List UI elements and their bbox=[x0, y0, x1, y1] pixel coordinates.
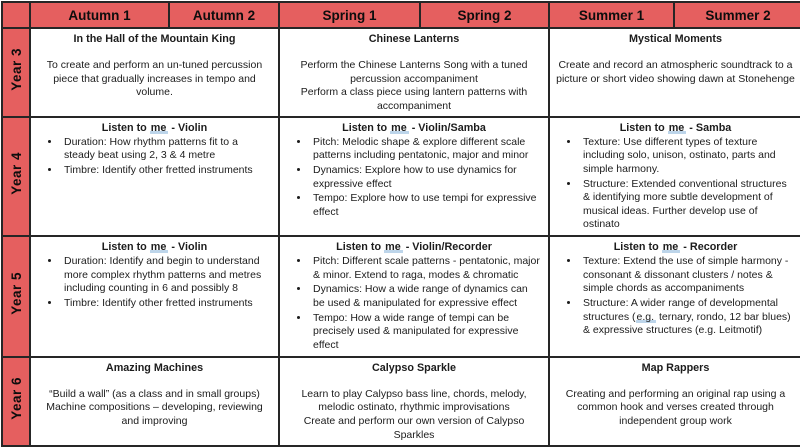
unit-title: Listen to me - Violin bbox=[101, 241, 208, 254]
bullet-item: • Timbre: Identify other fretted instruments bbox=[61, 164, 270, 178]
cell-year6-summer bbox=[549, 357, 800, 446]
grammar-mark: me bbox=[391, 121, 407, 134]
term-header-summer-2: Summer 2 bbox=[674, 2, 800, 28]
year-label-text: Year 4 bbox=[8, 152, 24, 196]
unit-title: In the Hall of the Mountain King bbox=[73, 33, 236, 45]
cell-year4-spring bbox=[279, 117, 549, 237]
grammar-mark: me bbox=[668, 121, 685, 134]
grammar-mark: me bbox=[150, 121, 167, 134]
bullet-item: • Pitch: Melodic shape & explore different scale patterns including pentatonic, major and minor bbox=[310, 136, 540, 163]
unit-title: Chinese Lanterns bbox=[368, 33, 460, 45]
cell-year3-summer bbox=[549, 28, 800, 117]
cell-year5-autumn bbox=[30, 236, 279, 357]
bullet-item: • Pitch: Different scale patterns - pentatonic, major & minor. Extend to raga, modes & chromatic bbox=[310, 255, 540, 282]
year-label-year-6 bbox=[2, 357, 30, 446]
bullet-item: • Duration: Identify and begin to understand more complex rhythm patterns and metres including counting in 6 and possibly 8 bbox=[61, 255, 270, 296]
year5-row bbox=[2, 236, 800, 357]
curriculum-table bbox=[1, 1, 800, 447]
unit-title: Listen to me - Samba bbox=[619, 121, 732, 134]
unit-description: To create and perform an un-tuned percussion piece that gradually increases in tempo and volume. bbox=[46, 59, 263, 99]
objective-list bbox=[286, 255, 542, 352]
year3-row bbox=[2, 28, 800, 117]
cell-year4-autumn bbox=[30, 117, 279, 237]
year-label-text: Year 3 bbox=[8, 48, 24, 92]
unit-title: Calypso Sparkle bbox=[371, 361, 456, 374]
year-label-text: Year 5 bbox=[8, 272, 24, 316]
term-header-autumn-2: Autumn 2 bbox=[169, 2, 279, 28]
bullet-item: • Structure: Extended conventional structures & identifying more subtle development of musical ideas. Further develop use of ostinato bbox=[580, 178, 793, 233]
unit-description: Create and perform our own version of Calypso Sparkles bbox=[303, 414, 525, 441]
bullet-item: • Timbre: Identify other fretted instruments bbox=[61, 297, 270, 311]
bullet-item: • Texture: Extend the use of simple harmony - consonant & dissonant clusters / notes & simple chords as accompaniments bbox=[580, 255, 793, 296]
cell-year6-autumn bbox=[30, 357, 279, 446]
cell-year5-summer bbox=[549, 236, 800, 357]
term-header-spring-1: Spring 1 bbox=[279, 2, 420, 28]
header-row bbox=[2, 2, 800, 28]
unit-title: Listen to me - Violin/Recorder bbox=[336, 241, 492, 254]
unit-description: Create and record an atmospheric soundtrack to a picture or short video showing dawn at Stonehenge bbox=[556, 59, 795, 85]
term-header-autumn-1: Autumn 1 bbox=[30, 2, 169, 28]
year-label-text: Year 6 bbox=[8, 377, 24, 421]
unit-description: Perform the Chinese Lanterns Song with a tuned percussion accompaniment bbox=[300, 59, 528, 85]
bullet-item: • Tempo: Explore how to use tempi for expressive effect bbox=[310, 192, 540, 219]
year4-row bbox=[2, 117, 800, 237]
unit-description: Creating and performing an original rap using a common hook and verses created through independent group work bbox=[565, 387, 786, 427]
bullet-item: • Dynamics: How a wide range of dynamics can be used & manipulated for expressive effect bbox=[310, 283, 540, 310]
cell-year5-spring bbox=[279, 236, 549, 357]
unit-title: Listen to me - Violin bbox=[101, 121, 208, 134]
unit-description: Perform a class piece using lantern patterns with accompaniment bbox=[300, 86, 528, 112]
year-label-year-4 bbox=[2, 117, 30, 237]
year6-row bbox=[2, 357, 800, 446]
grammar-mark: me bbox=[150, 241, 167, 254]
cell-year6-spring bbox=[279, 357, 549, 446]
unit-title: Listen to me - Recorder bbox=[613, 241, 738, 254]
year-label-year-3 bbox=[2, 28, 30, 117]
bullet-item: • Tempo: How a wide range of tempi can be precisely used & manipulated for expressive effect bbox=[310, 312, 540, 353]
bullet-item: • Duration: How rhythm patterns fit to a steady beat using 2, 3 & 4 metre bbox=[61, 136, 270, 163]
bullet-item: • Dynamics: Explore how to use dynamics for expressive effect bbox=[310, 164, 540, 191]
year-label-year-5 bbox=[2, 236, 30, 357]
term-header-summer-1: Summer 1 bbox=[549, 2, 674, 28]
objective-list bbox=[556, 255, 795, 338]
cell-year3-autumn bbox=[30, 28, 279, 117]
unit-description: Learn to play Calypso bass line, chords, melody, melodic ostinato, rhythmic improvisations bbox=[301, 387, 527, 414]
bullet-item: • Texture: Use different types of texture including solo, unison, ostinato, parts and simple harmony. bbox=[580, 136, 793, 177]
unit-title: Mystical Moments bbox=[629, 33, 722, 45]
term-header-spring-2: Spring 2 bbox=[420, 2, 549, 28]
objective-list bbox=[286, 136, 542, 220]
objective-list bbox=[556, 136, 795, 232]
grammar-mark: me bbox=[385, 241, 401, 254]
objective-list bbox=[37, 136, 272, 178]
objective-list bbox=[37, 255, 272, 311]
unit-title: Map Rappers bbox=[641, 361, 710, 374]
bullet-item: • Structure: A wider range of developmental structures (e.g. ternary, rondo, 12 bar blues) & expressive structures (e.g. Leitmotif) bbox=[580, 297, 793, 338]
unit-title: Amazing Machines bbox=[105, 361, 204, 374]
grammar-mark: me bbox=[662, 241, 679, 254]
grammar-mark: e.g. bbox=[636, 310, 655, 323]
cell-year3-spring bbox=[279, 28, 549, 117]
unit-description: “Build a wall” (as a class and in small groups) bbox=[49, 387, 260, 400]
unit-title: Listen to me - Violin/Samba bbox=[342, 121, 486, 134]
unit-description: Machine compositions – developing, reviewing and improving bbox=[46, 401, 263, 427]
corner-cell bbox=[2, 2, 30, 28]
cell-year4-summer bbox=[549, 117, 800, 237]
